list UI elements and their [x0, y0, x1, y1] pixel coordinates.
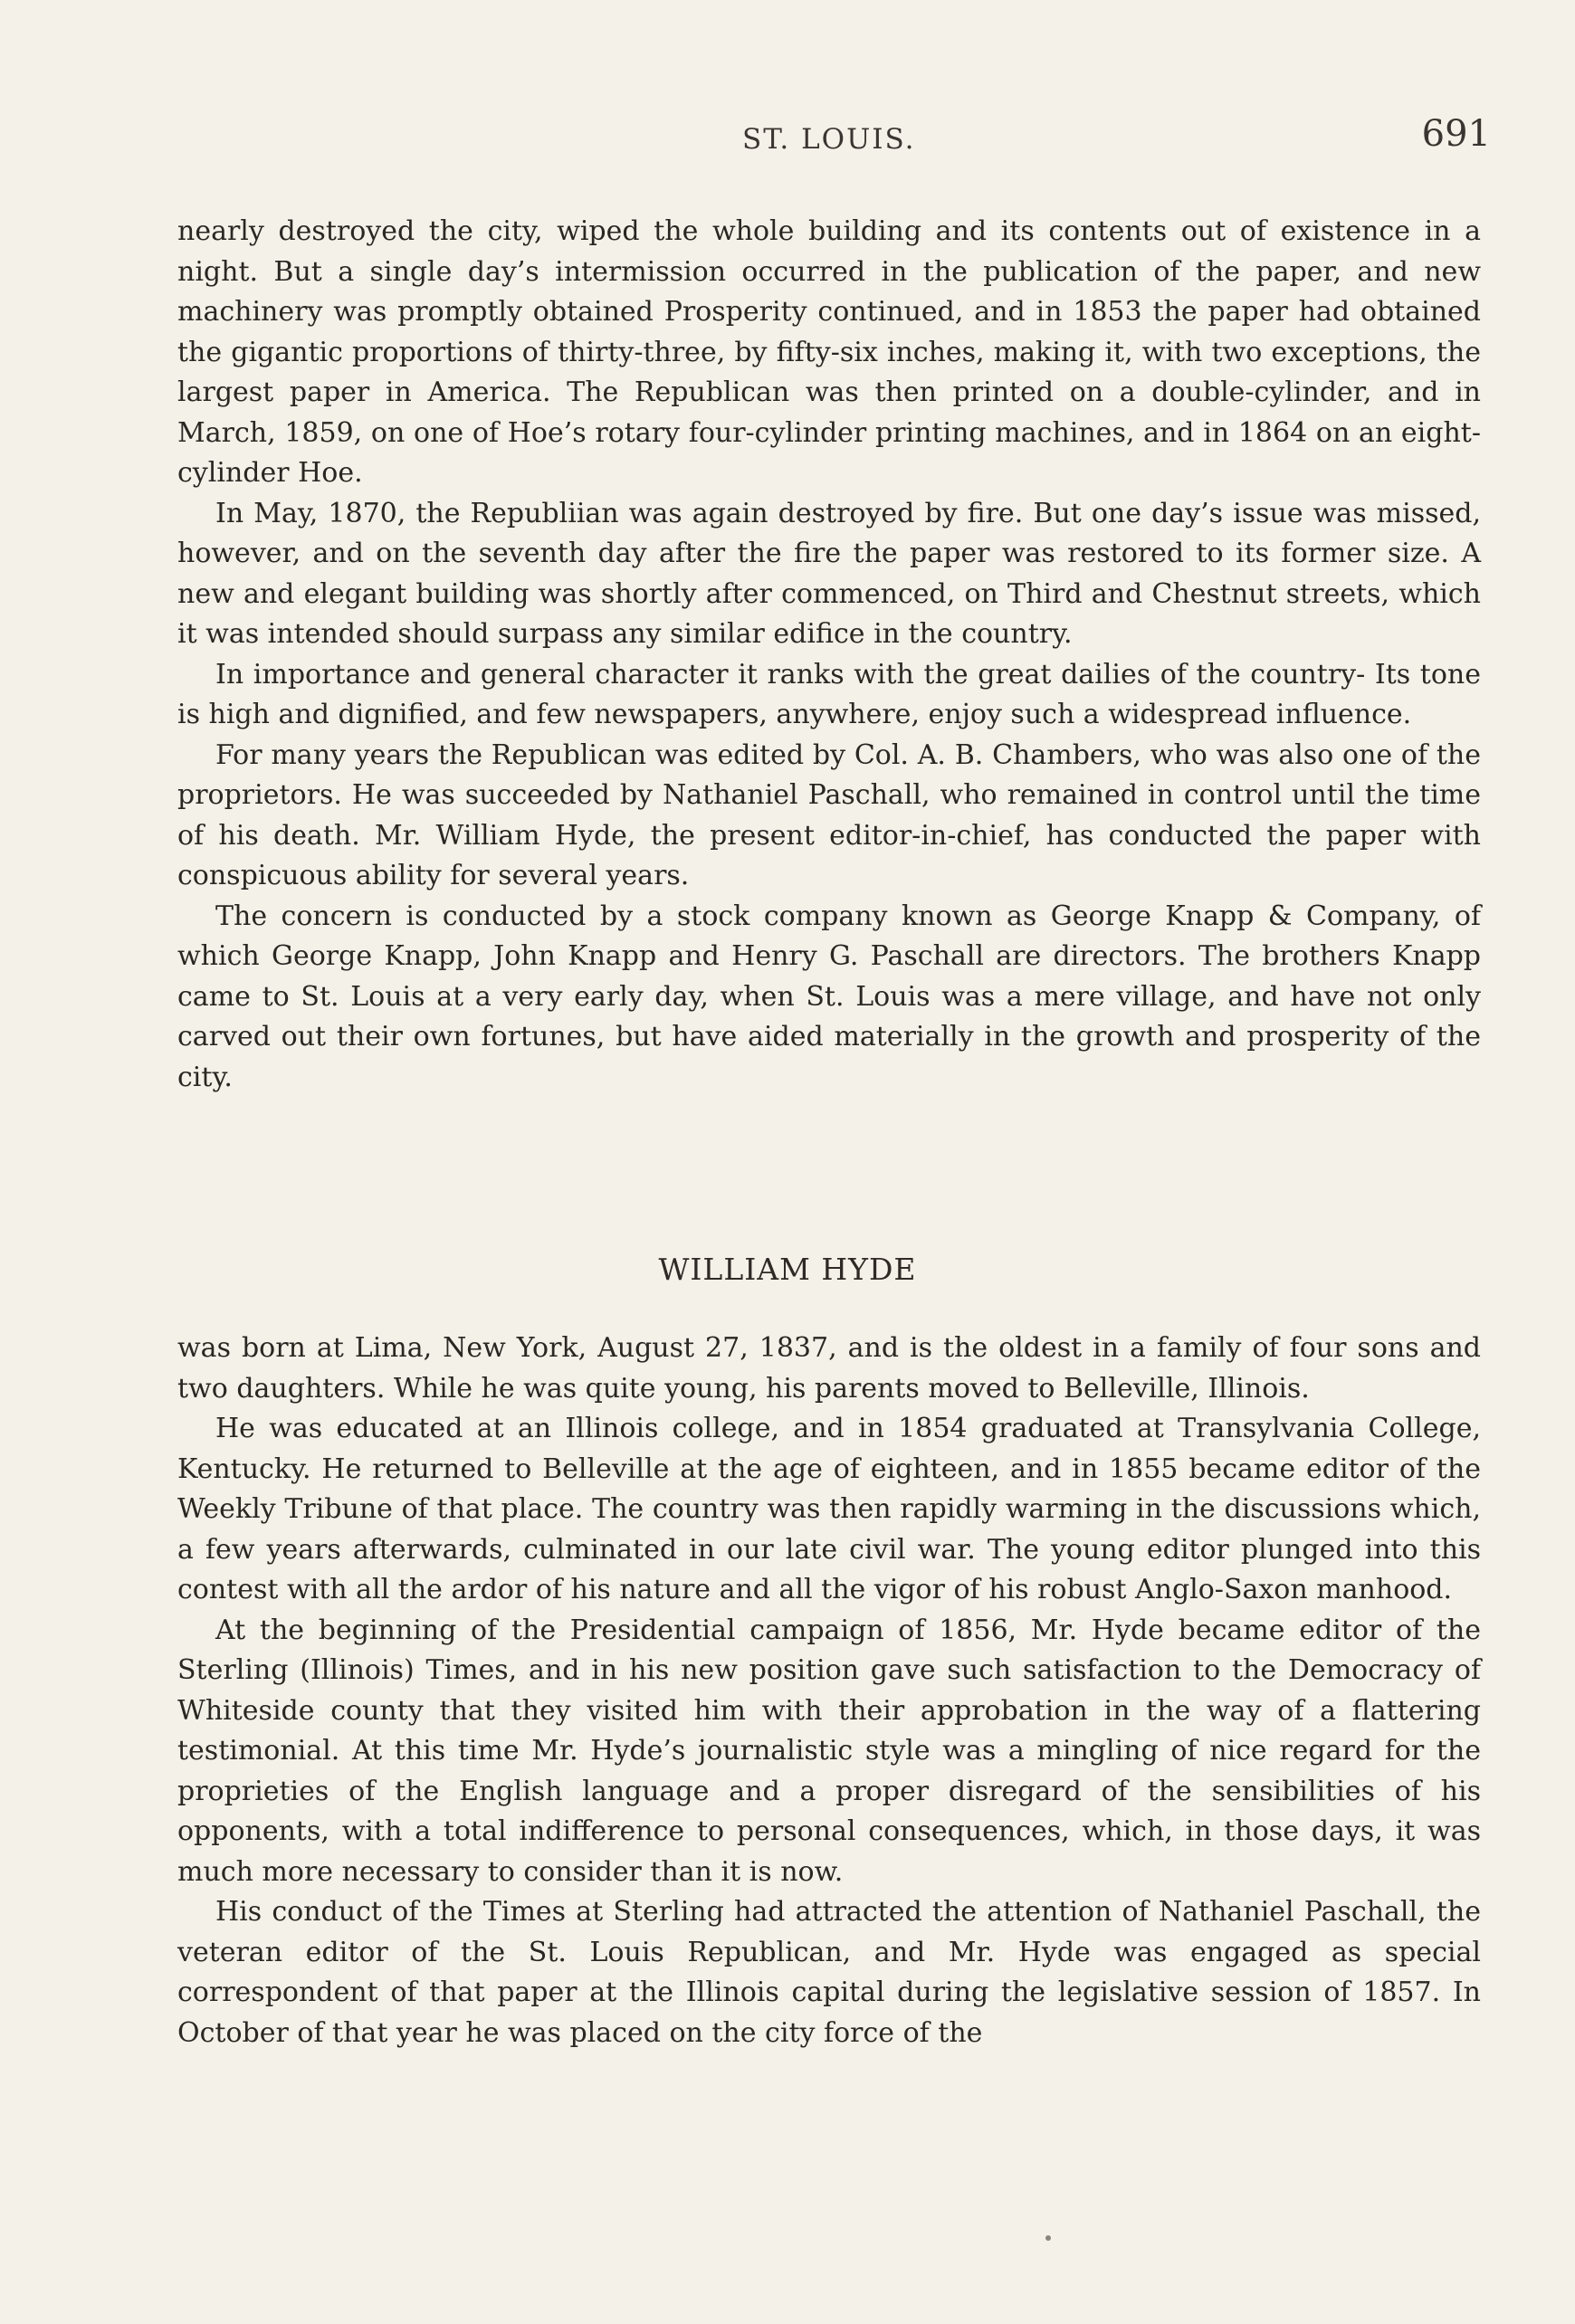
body-text-section-1 — [177, 212, 1481, 1098]
paragraph: nearly destroyed the city, wiped the whole building and its contents out of existence in a night. But a single day’s intermission occurred in the publication of the paper, and new machinery was promptly obtained Prosperity continued, and in 1853 the paper had obtained the gigantic proportions of thirty-three, by fifty-six inches, making it, with two exceptions, the largest paper in America. The Republican was then printed on a double-cylinder, and in March, 1859, on one of Hoe’s rotary four-cylinder printing machines, and in 1864 on an eight-cylinder Hoe. — [177, 215, 1481, 489]
paragraph: In importance and general character it ranks with the great dailies of the country- Its tone is high and dignified, and few newspapers, anywhere, enjoy such a widespread influence. — [177, 658, 1481, 730]
ink-speck — [1045, 2235, 1051, 2241]
paragraph: His conduct of the Times at Sterling had attracted the attention of Nathaniel Paschall, the veteran editor of the St. Louis Republican, and Mr. Hyde was engaged as special correspondent of that paper at the Illinois capital during the legislative session of 1857. In October of that year he was placed on the city force of the — [177, 1896, 1481, 2049]
paragraph: For many years the Republican was edited by Col. A. B. Chambers, who was also one of the proprietors. He was succeeded by Nathaniel Paschall, who remained in control until the time of his death. Mr. William Hyde, the present editor-in-chief, has conducted the paper with conspicuous ability for several years. — [177, 738, 1481, 891]
section-heading: WILLIAM HYDE — [658, 1252, 917, 1287]
paragraph: was born at Lima, New York, August 27, 1837, and is the oldest in a family of four sons and two daughters. While he was quite young, his parents moved to Belleville, Illinois. — [177, 1332, 1481, 1405]
paragraph: In May, 1870, the Republiian was again destroyed by fire. But one day’s issue was missed, however, and on the seventh day after the fire the paper was restored to its former size. A new and elegant building was shortly after commenced, on Third and Chestnut streets, which it was intended should surpass any similar edifice in the country. — [177, 497, 1481, 650]
paragraph: The concern is conducted by a stock company known as George Knapp & Company, of which George Knapp, John Knapp and Henry G. Paschall are directors. The brothers Knapp came to St. Louis at a very early day, when St. Louis was a mere village, and have not only carved out their own fortunes, but have aided materially in the growth and prosperity of the city. — [177, 900, 1481, 1093]
page-number: 691 — [1421, 113, 1491, 155]
running-head: ST. LOUIS. — [742, 123, 916, 156]
paragraph: At the beginning of the Presidential campaign of 1856, Mr. Hyde became editor of the Sterling (Illinois) Times, and in his new position gave such satisfaction to the Democracy of Whiteside county that they visited him with their approbation in the way of a flattering testimonial. At this time Mr. Hyde’s journalistic style was a mingling of nice regard for the proprieties of the English language and a proper disregard of the sensibilities of his opponents, with a total indifference to personal consequences, which, in those days, it was much more necessary to consider than it is now. — [177, 1614, 1481, 1888]
paragraph: He was educated at an Illinois college, and in 1854 graduated at Transylvania College, Kentucky. He returned to Belleville at the age of eighteen, and in 1855 became editor of the Weekly Tribune of that place. The country was then rapidly warming in the discussions which, a few years afterwards, culminated in our late civil war. The young editor plunged into this contest with all the ardor of his nature and all the vigor of his robust Anglo-Saxon manhood. — [177, 1413, 1481, 1605]
body-text-section-2 — [177, 1329, 1481, 2053]
